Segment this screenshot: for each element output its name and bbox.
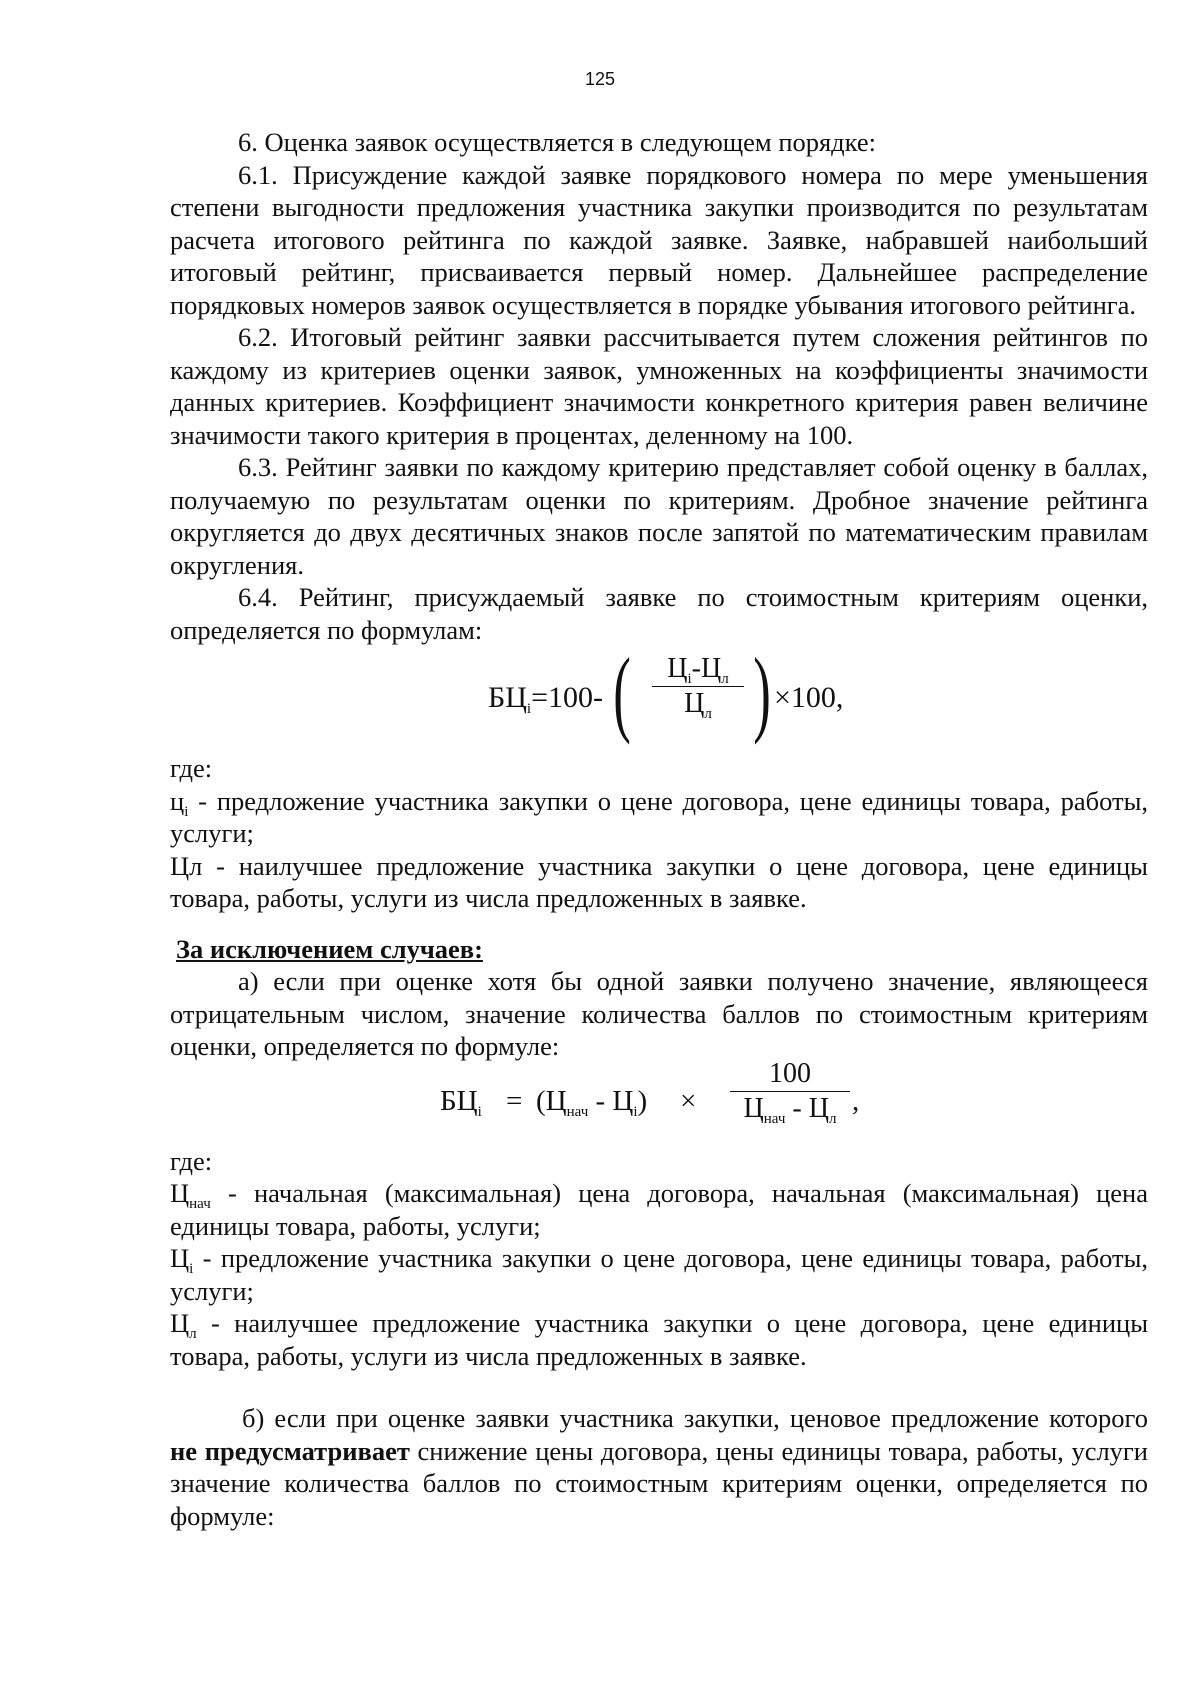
document-body [170, 126, 1148, 1532]
formula2-comma: , [852, 1084, 860, 1117]
spacer [170, 915, 1148, 933]
page-number: 125 [584, 69, 616, 89]
paragraph-6-1: 6.1. Присуждение каждой заявке порядкового номера по мере уменьшения степени выгодности предложения участника закупки производится по результатам расчета итогового рейтинга по каждой заявке. Заявке, набравшей наибольший итоговый рейтинг, присваивается первый номер. Дальнейшее распределение порядковых номеров заявок осуществляется в порядке убывания итогового рейтинга. [170, 159, 1148, 320]
formula-price-rating [170, 638, 1148, 752]
formula-negative-case [170, 1057, 1148, 1145]
formula1-left-paren: ( [613, 638, 631, 745]
formula1-multiplier: ×100, [774, 681, 844, 714]
where-label-2: где: [170, 1145, 213, 1176]
definition-ci-1: $ц_i$ - предложение участника закупки о цене договора, цене единицы товара, работы, услуги; [170, 785, 1148, 848]
definition-cl-2: $Ц_л$ - наилучшее предложение участника закупки о цене договора, цене единицы товара, работы, услуги из числа предложенных в заявке. [170, 1308, 1148, 1371]
formula1-right-paren: ) [753, 638, 771, 745]
formula2-equals: = [506, 1084, 523, 1117]
formula1-fraction [652, 652, 744, 721]
case-a: а) если при оценке хотя бы одной заявки получено значение, являющееся отрицательным числом, значение количества баллов по стоимостным критериям оценки, определяется по формуле: [170, 966, 1148, 1061]
paragraph-6-3: 6.3. Рейтинг заявки по каждому критерию представляет собой оценку в баллах, получаемую по результатам оценки по критериям. Дробное значение рейтинга округляется до двух десятичных знаков после запятой по математическим правилам округления. [170, 452, 1148, 580]
definition-cnach-2: $Ц_{нач}$ - начальная (максимальная) цена договора, начальная (максимальная) цена единицы товара, работы, услуги; [170, 1178, 1148, 1241]
definition-ci-2: $Ц_i$ - предложение участника закупки о цене договора, цене единицы товара, работы, услуги; [170, 1243, 1148, 1306]
formula1-denominator: $Ц_л$ [684, 688, 712, 722]
formula2-fraction [730, 1057, 850, 1126]
formula2-difference: $(Ц_{нач} - Ц_i)$ [536, 1084, 648, 1120]
formula1-numerator: $Ц_i-Ц_л$ [667, 653, 729, 687]
formula2-times: × [680, 1084, 697, 1117]
where-label-1: где: [170, 753, 213, 783]
paragraph-6-4: 6.4. Рейтинг, присуждаемый заявке по стоимостным критериям оценки, определяется по формулам: [170, 582, 1148, 645]
paragraph-6-2: 6.2. Итоговый рейтинг заявки рассчитывается путем сложения рейтингов по каждому из критериев оценки заявок, умноженных на коэффициенты значимости данных критериев. Коэффициент значимости конкретного критерия равен величине значимости такого критерия в процентах, деленному на 100. [170, 322, 1148, 450]
case-b: б) если при оценке заявки участника закупки, ценовое предложение которого не предусматривает снижение цены договора, цены единицы товара, работы, услуги значение количества баллов по стоимостным критериям оценки, определяется по формуле: [170, 1403, 1148, 1531]
formula2-numerator: 100 [769, 1057, 811, 1089]
formula2-lhs: $БЦ_i$ [440, 1084, 482, 1120]
definition-cl-1: Цл - наилучшее предложение участника закупки о цене договора, цене единицы товара, работы, услуги из числа предложенных в заявке. [170, 850, 1148, 913]
formula2-denominator: $Ц_{нач} - Ц_л$ [743, 1092, 837, 1127]
formula1-lhs: $БЦ_i=100-$ [488, 681, 603, 717]
exceptions-heading: За исключением случаев: [176, 933, 483, 964]
spacer [170, 1372, 1148, 1402]
paragraph-6: 6. Оценка заявок осуществляется в следующем порядке: [238, 127, 877, 157]
